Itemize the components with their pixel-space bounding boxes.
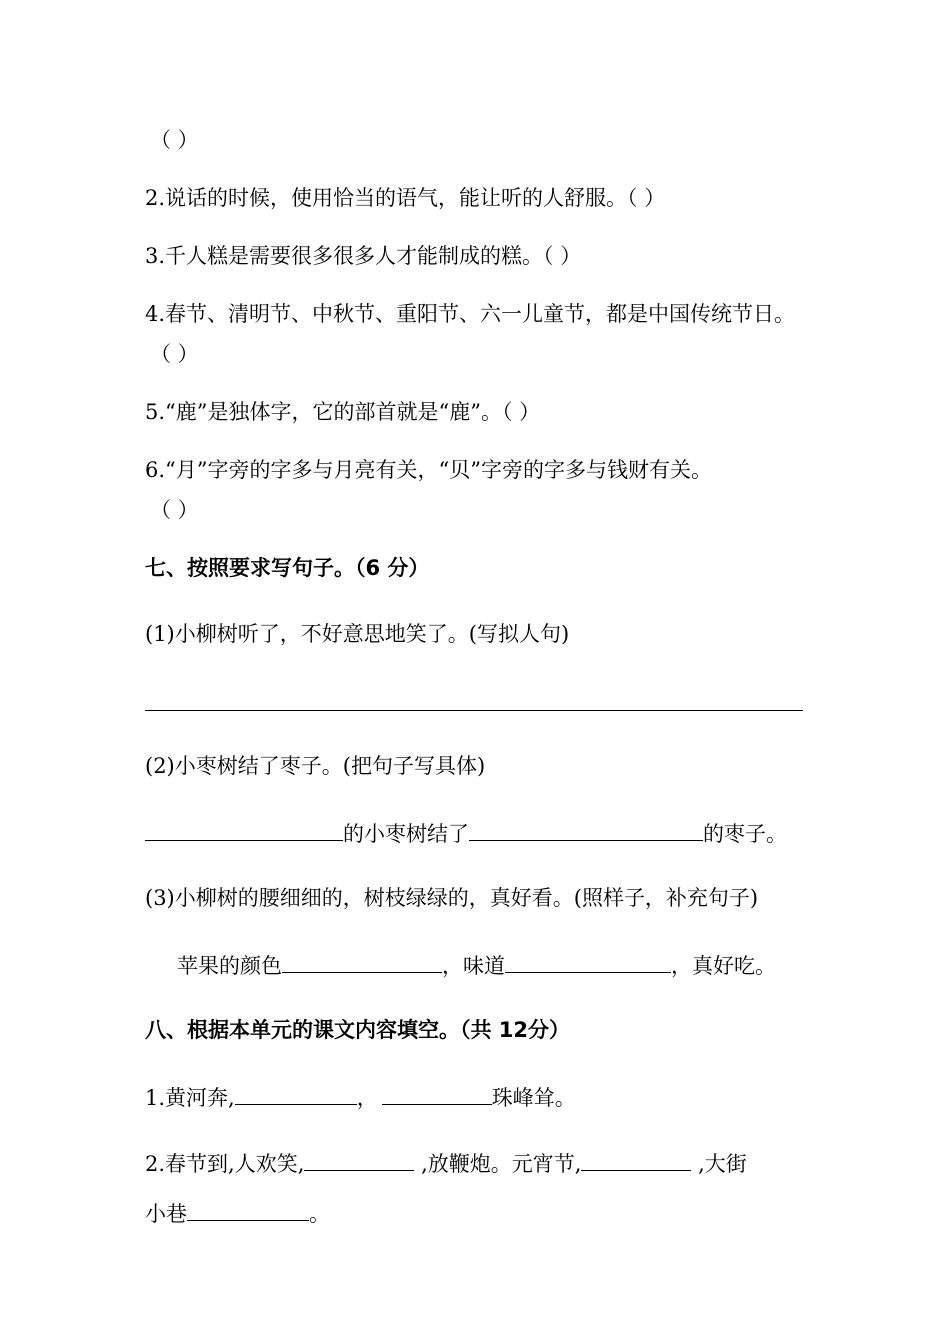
s8q2-text-a: 2.春节到,人欢笑, xyxy=(145,1152,305,1176)
s8q2-text-c: ,大街 xyxy=(691,1152,747,1176)
blank-q2-b[interactable] xyxy=(469,818,703,841)
section-8-question-2 xyxy=(145,1148,747,1178)
section-7-question-1: (1)小柳树听了，不好意思地笑了。(写拟人句) xyxy=(145,622,570,646)
section-7-question-2-fill xyxy=(145,818,787,848)
answer-paren-4: （ ） xyxy=(150,342,199,366)
judge-item-2: 2.说话的时候，使用恰当的语气，能让听的人舒服。（ ） xyxy=(145,186,666,210)
blank-s8q2-c[interactable] xyxy=(187,1198,309,1221)
answer-line-q1[interactable] xyxy=(145,710,803,711)
judge-item-5: 5.“鹿”是独体字，它的部首就是“鹿”。（ ） xyxy=(145,400,541,424)
s8q1-text-c: 珠峰耸。 xyxy=(491,1086,576,1110)
blank-q3-a[interactable] xyxy=(282,950,442,973)
blank-s8q1-b[interactable] xyxy=(382,1082,492,1105)
section-7-question-2: (2)小枣树结了枣子。(把句子写具体) xyxy=(145,754,486,778)
section-7-question-3-fill xyxy=(177,950,776,980)
s8q2-text-e: 。 xyxy=(309,1202,330,1226)
section-7-question-3: (3)小柳树的腰细细的，树枝绿绿的，真好看。(照样子，补充句子) xyxy=(145,886,759,910)
blank-s8q2-a[interactable] xyxy=(304,1148,414,1171)
blank-q3-b[interactable] xyxy=(505,950,671,973)
s8q2-text-d: 小巷 xyxy=(145,1202,187,1226)
section-7-heading: 七、按照要求写句子。（6 分） xyxy=(145,556,430,580)
q2-mid-text: 的小枣树结了 xyxy=(343,822,469,846)
judge-item-4: 4.春节、清明节、中秋节、重阳节、六一儿童节，都是中国传统节日。 xyxy=(145,302,796,326)
blank-s8q1-a[interactable] xyxy=(235,1082,357,1105)
judge-item-3: 3.千人糕是需要很多很多人才能制成的糕。（ ） xyxy=(145,244,582,268)
s8q1-text-b: ， xyxy=(356,1086,378,1110)
section-8-question-2-cont xyxy=(145,1198,330,1228)
blank-s8q2-b[interactable] xyxy=(581,1148,691,1171)
answer-paren-1: （ ） xyxy=(150,128,199,152)
blank-q2-a[interactable] xyxy=(145,818,343,841)
section-8-heading: 八、根据本单元的课文内容填空。（共 12分） xyxy=(145,1018,571,1042)
answer-paren-6: （ ） xyxy=(150,498,199,522)
judge-item-6: 6.“月”字旁的字多与月亮有关，“贝”字旁的字多与钱财有关。 xyxy=(145,458,712,482)
q3-text-a: 苹果的颜色 xyxy=(177,954,282,978)
s8q1-text-a: 1.黄河奔, xyxy=(145,1086,235,1110)
q3-text-c: ，真好吃。 xyxy=(671,954,776,978)
q2-end-text: 的枣子。 xyxy=(703,822,787,846)
section-8-question-1 xyxy=(145,1082,576,1112)
s8q2-text-b: ,放鞭炮。元宵节, xyxy=(414,1152,582,1176)
q3-text-b: ，味道 xyxy=(442,954,505,978)
